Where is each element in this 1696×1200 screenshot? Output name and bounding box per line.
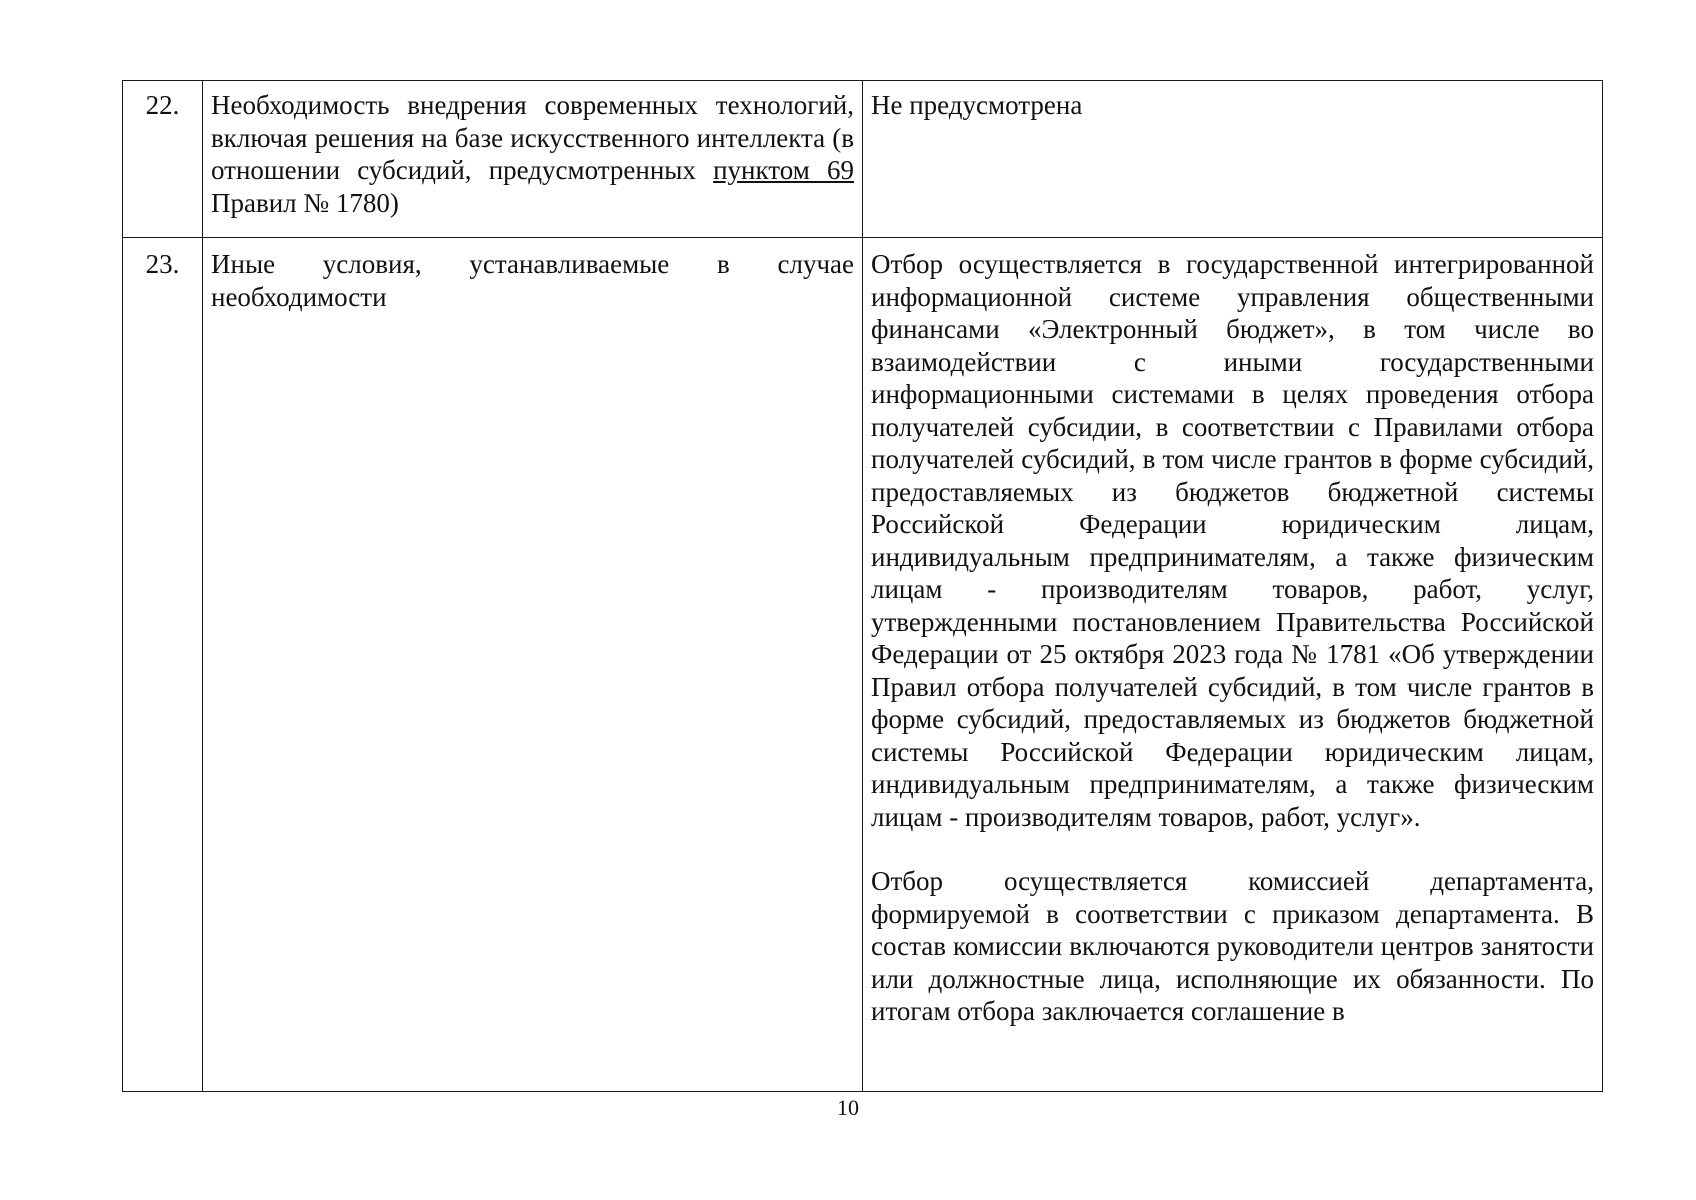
conditions-table [122, 80, 1603, 1092]
condition-name-text: Необходимость внедрения современных технологий, включая решения на базе искусственного интеллекта (в отношении субсидий, предусмотренных [211, 90, 854, 185]
row-number [123, 238, 203, 1092]
condition-value-text: Не предусмотрена [871, 90, 1083, 120]
condition-value-cell [863, 238, 1603, 1092]
condition-name-cell [203, 238, 863, 1092]
condition-value-paragraph: Отбор осуществляется комиссией департамента, формируемой в соответствии с приказом департамента. В состав комиссии включаются руководители центров занятости или должностные лица, исполняющие их обязанности. По итогам отбора заключается соглашение в [871, 866, 1594, 1026]
table-row [123, 238, 1603, 1092]
condition-value-paragraph: Отбор осуществляется в государственной интегрированной информационной системе управления общественными финансами «Электронный бюджет», в том числе во взаимодействии с иными государственными информационными системами в целях проведения отбора получателей субсидии, в соответствии с Правилами отбора получателей субсидий, в том числе грантов в форме субсидий, предоставляемых из бюджетов бюджетной системы Российской Федерации юридическим лицам, индивидуальным предпринимателям, а также физическим лицам - производителям товаров, работ, услуг, утвержденными постановлением Правительства Российской Федерации от 25 октября 2023 года № 1781 «Об утверждении Правил отбора получателей субсидий, в том числе грантов в форме субсидий, предоставляемых из бюджетов бюджетной системы Российской Федерации юридическим лицам, индивидуальным предпринимателям, а также физическим лицам - производителям товаров, работ, услуг». [871, 249, 1594, 832]
row-number [123, 81, 203, 238]
rule-point-link[interactable]: пунктом 69 [713, 155, 854, 185]
row-number-text: 22. [145, 90, 180, 120]
condition-value-cell [863, 81, 1603, 238]
condition-name-cell [203, 81, 863, 238]
row-number-text: 23. [145, 249, 180, 279]
table-row [123, 81, 1603, 238]
condition-name-suffix: Правил № 1780) [211, 187, 399, 218]
condition-name-text: Иные условия, устанавливаемые в случае необходимости [211, 249, 854, 312]
page-number: 10 [837, 1095, 859, 1120]
